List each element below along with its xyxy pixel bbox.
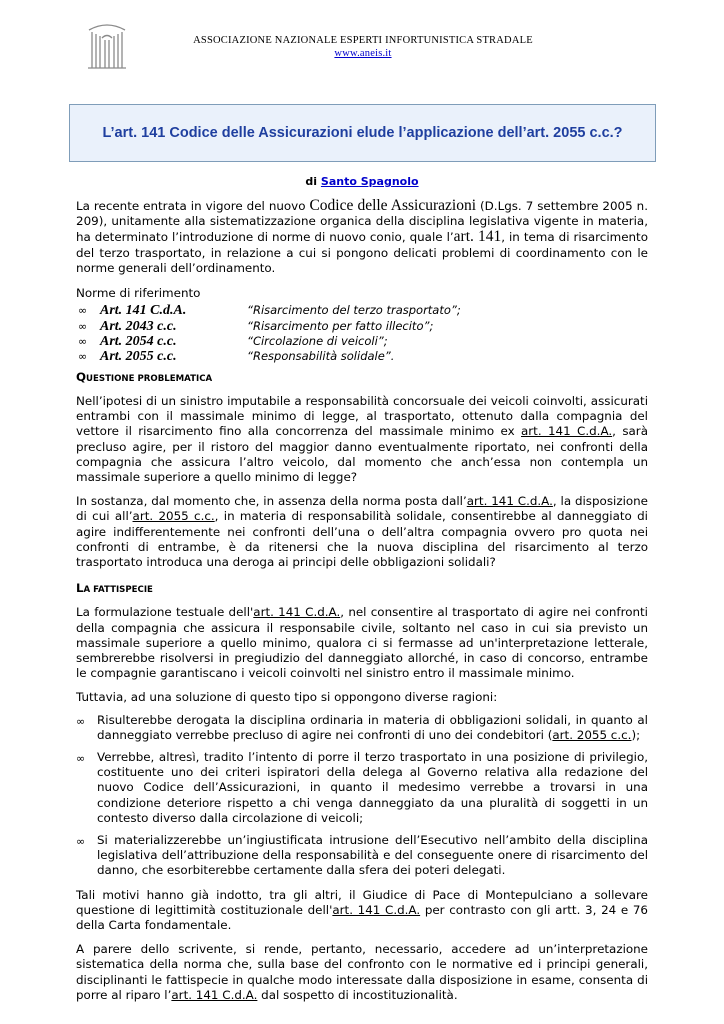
norme-row: [76, 319, 648, 334]
intro-text-3: , in tema di risarcimento del terzo trasportato, in relazione a cui si pongono delicati problemi di coordinamento con le norme generali dell’ordinamento.: [76, 230, 648, 275]
title-box: [69, 104, 656, 162]
list-item-text: [97, 713, 648, 743]
text: In sostanza, dal momento che, in assenza della norma posta dall’: [76, 494, 467, 509]
list-item-text: Si materializzerebbe un’ingiustificata intrusione dell’Esecutivo nell’ambito della disciplina legislativa dell’attribuzione della responsabilità e del conseguente onere di risarcimento del danno, che esorbiterebbe certamente dalla sfera dei poteri delegati.: [97, 833, 648, 878]
text: , in materia di responsabilità solidale, consentirebbe al danneggiato di agire indifferentemente nei confronti dell’una o dell’altra compagnia ovvero pro quota nei confronti di entrambe, è da ritenersi che la nuova disciplina del risarcimento al terzo trasportato introduca una deroga ai principi delle obbligazioni solidali?: [76, 509, 648, 570]
infinity-bullet-icon: ∞: [78, 350, 88, 364]
norme-description: “Risarcimento per fatto illecito”;: [247, 318, 434, 333]
intro-paragraph: [76, 198, 648, 276]
paragraph: Tuttavia, ad una soluzione di questo tipo si oppongono diverse ragioni:: [76, 690, 498, 705]
page-header: [130, 34, 596, 60]
list-item: [76, 713, 648, 743]
norme-list: [76, 303, 648, 365]
infinity-bullet-icon: ∞: [76, 835, 86, 849]
norme-article: Art. 2054 c.c.: [100, 334, 177, 349]
intro-code-name: Codice delle Assicurazioni: [309, 197, 477, 214]
text: );: [631, 727, 641, 742]
norme-article: Art. 2043 c.c.: [100, 318, 177, 334]
heading-initial: L: [76, 581, 84, 596]
intro-text-1: La recente entrata in vigore del nuovo: [76, 199, 310, 213]
paragraph: [76, 605, 648, 681]
list-item: [76, 833, 648, 879]
heading-rest: UESTIONE PROBLEMATICA: [86, 373, 213, 384]
norme-row: [76, 303, 648, 318]
heading-rest: A FATTISPECIE: [83, 585, 153, 596]
website-link[interactable]: www.aneis.it: [334, 48, 392, 59]
author-link[interactable]: Santo Spagnolo: [320, 175, 419, 188]
article-link[interactable]: art. 141 C.d.A.: [332, 902, 421, 917]
article-link[interactable]: art. 2055 c.c.: [552, 727, 632, 742]
intro-text-2: (D.Lgs. 7 settembre 2005 n. 209), unitamente alla sistematizzazione organica della disciplina legislativa vigente in materia, ha determinato l’introduzione di norme di nuovo conio, quale l’: [76, 199, 648, 245]
organization-name: ASSOCIAZIONE NAZIONALE ESPERTI INFORTUNISTICA STRADALE: [193, 35, 533, 46]
text: Risulterebbe derogata la disciplina ordinaria in materia di obbligazioni solidali, in quanto al danneggiato verrebbe precluso di agire nei confronti di uno dei condebitori (: [97, 712, 648, 742]
article-link[interactable]: art. 141 C.d.A.: [466, 494, 553, 509]
norme-description: “Responsabilità solidale”.: [247, 349, 395, 364]
paragraph: [76, 942, 648, 1003]
infinity-bullet-icon: ∞: [78, 304, 88, 318]
norme-article: Art. 2055 c.c.: [100, 349, 177, 365]
infinity-bullet-icon: ∞: [76, 752, 86, 766]
byline: [0, 175, 724, 188]
paragraph: [76, 888, 648, 934]
paragraph: [76, 494, 648, 570]
list-item-text: Verrebbe, altresì, tradito l’intento di porre il terzo trasportato in una posizione di privilegio, costituente uno dei criteri ispiratori della delega al Governo relativa alla redazione del nuovo Codice dell’Assicurazioni, in quanto il medesimo verrebbe a trovarsi in una condizione deteriore rispetto a chi venga danneggiato da una pluralità di soggetti in un contesto diverso dalla circolazione di veicoli;: [97, 750, 648, 825]
paragraph: [76, 394, 648, 485]
list-item: [76, 750, 648, 826]
article-title: L’art. 141 Codice delle Assicurazioni elude l’applicazione dell’art. 2055 c.c.?: [102, 125, 623, 141]
norme-description: “Circolazione di veicoli”;: [247, 334, 388, 348]
article-link[interactable]: art. 141 C.d.A.: [171, 987, 258, 1002]
norme-description: “Risarcimento del terzo trasportato”;: [247, 303, 461, 318]
aneis-logo: [86, 22, 128, 70]
article-body: [76, 198, 648, 1003]
infinity-bullet-icon: ∞: [78, 335, 88, 348]
infinity-bullet-icon: ∞: [78, 319, 88, 333]
text: A parere dello scrivente, si rende, pertanto, necessario, accedere ad un’interpretazione sistematica della norma che, sulla base del confronto con le normative ed i principi generali, disciplinanti le fattispecie in qualche modo interessate dalla disposizione in esame, consenta di porre al riparo l’: [76, 942, 648, 1002]
heading-initial: Q: [76, 369, 87, 384]
norme-row: [76, 349, 648, 364]
text: , sarà precluso agire, per il ristoro del maggior danno eventualmente riportato, nei confronti della compagnia che assicura l’altro veicolo, dal momento che anch’essa non contempla un massimale superiore a quello minimo di legge?: [76, 424, 648, 484]
text: , nel consentire al trasportato di agire nei confronti della compagnia che assicura il responsabile civile, soltanto nel caso in cui sia previsto un massimale superiore a quello minimo, qualora ci si fermasse ad un'interpretazione letterale, sembrerebbe risolversi in pregiudizio del danneggiato allorché, in caso di concorso, entrambe le compagnie garantiscano i veicoli coinvolti nel sinistro entro il massimale minimo.: [76, 605, 648, 681]
infinity-bullet-icon: ∞: [76, 714, 86, 728]
intro-art-name: art. 141: [453, 228, 502, 246]
text: Nell’ipotesi di un sinistro imputabile a responsabilità concorsuale dei veicoli coinvolti, assicurati entrambi con il massimale minimo di legge, al trasportato, ottenuto dalla compagnia del vettore il risarcimento fino alla concorrenza del massimale minimo ex: [76, 393, 648, 439]
text: La formulazione testuale dell': [76, 605, 254, 620]
text: , la disposizione di cui all’: [76, 494, 648, 524]
byline-prefix: di: [305, 175, 318, 188]
section-heading-questione: [76, 370, 648, 387]
article-link[interactable]: art. 141 C.d.A.: [253, 605, 341, 620]
article-link[interactable]: art. 141 C.d.A.: [521, 424, 613, 439]
article-link[interactable]: art. 2055 c.c.: [132, 509, 215, 524]
text: Tali motivi hanno già indotto, tra gli altri, il Giudice di Pace di Montepulciano a sollevare questione di legittimità costituzionale dell': [76, 887, 648, 917]
norme-article: Art. 141 C.d.A.: [100, 303, 187, 319]
section-heading-fattispecie: [76, 581, 648, 598]
norme-row: [76, 334, 648, 349]
text: per contrasto con gli artt. 3, 24 e 76 della Carta fondamentale.: [76, 902, 648, 933]
text: dal sospetto di incostituzionalità.: [257, 987, 458, 1002]
norme-label: Norme di riferimento: [76, 286, 201, 301]
